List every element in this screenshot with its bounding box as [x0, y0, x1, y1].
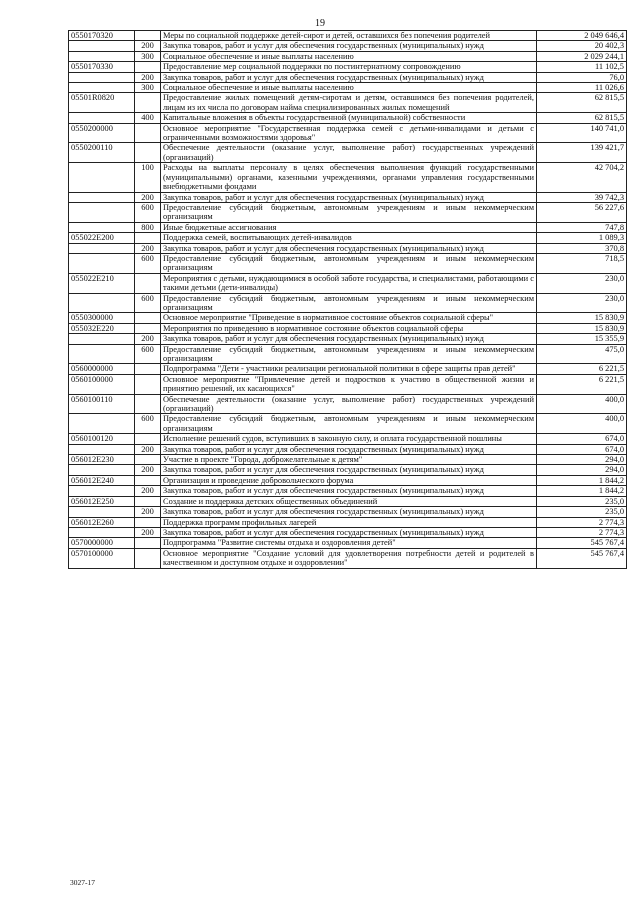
row-amount: 2 029 244,1 [537, 51, 627, 61]
row-expense-type [135, 273, 161, 293]
row-name: Обеспечение деятельности (оказание услуг, выполнение работ) государственных учреждений (организаций) [161, 143, 537, 163]
row-code: 0550200110 [69, 143, 135, 163]
row-code: 05501R0820 [69, 93, 135, 113]
table-row [69, 465, 627, 475]
row-expense-type [135, 475, 161, 485]
row-expense-type [135, 93, 161, 113]
row-amount: 15 830,9 [537, 313, 627, 323]
row-name: Закупка товаров, работ и услуг для обеспечения государственных (муниципальных) нужд [161, 527, 537, 537]
table-row [69, 394, 627, 414]
row-code: 0560100110 [69, 394, 135, 414]
row-expense-type: 200 [135, 243, 161, 253]
table-row [69, 51, 627, 61]
row-code [69, 72, 135, 82]
row-code: 0570100000 [69, 548, 135, 568]
row-name: Закупка товаров, работ и услуг для обеспечения государственных (муниципальных) нужд [161, 444, 537, 454]
row-amount: 2 049 646,4 [537, 31, 627, 41]
table-row [69, 334, 627, 344]
row-expense-type [135, 364, 161, 374]
table-row [69, 41, 627, 51]
row-expense-type: 200 [135, 192, 161, 202]
row-amount: 370,8 [537, 243, 627, 253]
table-row [69, 486, 627, 496]
row-code: 0550200000 [69, 123, 135, 143]
row-expense-type [135, 394, 161, 414]
row-code [69, 293, 135, 313]
row-amount: 674,0 [537, 434, 627, 444]
row-name: Закупка товаров, работ и услуг для обеспечения государственных (муниципальных) нужд [161, 243, 537, 253]
row-code [69, 41, 135, 51]
row-amount: 11 102,5 [537, 62, 627, 72]
row-amount: 235,0 [537, 496, 627, 506]
row-name: Закупка товаров, работ и услуг для обеспечения государственных (муниципальных) нужд [161, 72, 537, 82]
table-row [69, 123, 627, 143]
row-name: Иные бюджетные ассигнования [161, 222, 537, 232]
row-code [69, 344, 135, 364]
row-code: 0550170320 [69, 31, 135, 41]
row-code: 055032E220 [69, 323, 135, 333]
budget-table-body [69, 31, 627, 569]
row-amount: 1 844,2 [537, 475, 627, 485]
table-row [69, 243, 627, 253]
row-expense-type: 600 [135, 344, 161, 364]
row-name: Предоставление субсидий бюджетным, автономным учреждениям и иным некоммерческим организациям [161, 414, 537, 434]
row-amount: 140 741,0 [537, 123, 627, 143]
row-amount: 139 421,7 [537, 143, 627, 163]
table-row [69, 222, 627, 232]
row-name: Закупка товаров, работ и услуг для обеспечения государственных (муниципальных) нужд [161, 334, 537, 344]
table-row [69, 202, 627, 222]
row-expense-type [135, 62, 161, 72]
row-name: Основное мероприятие "Государственная поддержка семей с детьми-инвалидами и детьми с ограниченными возможностями здоровья" [161, 123, 537, 143]
row-code: 0560100120 [69, 434, 135, 444]
row-expense-type [135, 323, 161, 333]
row-amount: 674,0 [537, 444, 627, 454]
row-amount: 545 767,4 [537, 548, 627, 568]
table-row [69, 455, 627, 465]
row-amount: 475,0 [537, 344, 627, 364]
row-code [69, 465, 135, 475]
table-row [69, 527, 627, 537]
table-row [69, 72, 627, 82]
table-row [69, 31, 627, 41]
row-expense-type: 200 [135, 486, 161, 496]
row-code: 056012E250 [69, 496, 135, 506]
row-code: 056012E260 [69, 517, 135, 527]
row-amount: 235,0 [537, 507, 627, 517]
row-name: Закупка товаров, работ и услуг для обеспечения государственных (муниципальных) нужд [161, 465, 537, 475]
row-code: 0550300000 [69, 313, 135, 323]
row-amount: 42 704,2 [537, 163, 627, 192]
row-code [69, 253, 135, 273]
table-row [69, 273, 627, 293]
table-row [69, 143, 627, 163]
row-expense-type: 100 [135, 163, 161, 192]
row-expense-type [135, 496, 161, 506]
row-amount: 400,0 [537, 394, 627, 414]
row-expense-type: 200 [135, 507, 161, 517]
row-amount: 230,0 [537, 293, 627, 313]
row-expense-type [135, 31, 161, 41]
row-amount: 2 774,3 [537, 517, 627, 527]
row-name: Основное мероприятие "Приведение в нормативное состояние объектов социальной сферы" [161, 313, 537, 323]
row-expense-type: 200 [135, 465, 161, 475]
row-amount: 294,0 [537, 455, 627, 465]
row-expense-type: 300 [135, 51, 161, 61]
row-code [69, 202, 135, 222]
row-code [69, 113, 135, 123]
row-amount: 718,5 [537, 253, 627, 273]
row-amount: 15 355,9 [537, 334, 627, 344]
table-row [69, 113, 627, 123]
row-amount: 545 767,4 [537, 538, 627, 548]
table-row [69, 517, 627, 527]
row-expense-type: 800 [135, 222, 161, 232]
row-name: Предоставление субсидий бюджетным, автономным учреждениям и иным некоммерческим организациям [161, 344, 537, 364]
row-code [69, 507, 135, 517]
row-code: 0560100000 [69, 374, 135, 394]
row-code [69, 334, 135, 344]
table-row [69, 364, 627, 374]
row-amount: 11 026,6 [537, 83, 627, 93]
table-row [69, 83, 627, 93]
row-expense-type: 600 [135, 202, 161, 222]
document-footer-code: 3027-17 [70, 878, 95, 887]
table-row [69, 444, 627, 454]
row-name: Социальное обеспечение и иные выплаты населению [161, 83, 537, 93]
row-expense-type: 200 [135, 334, 161, 344]
row-name: Предоставление субсидий бюджетным, автономным учреждениям и иным некоммерческим организациям [161, 293, 537, 313]
row-amount: 230,0 [537, 273, 627, 293]
row-amount: 20 402,3 [537, 41, 627, 51]
row-name: Обеспечение деятельности (оказание услуг, выполнение работ) государственных учреждений (организаций) [161, 394, 537, 414]
row-amount: 39 742,3 [537, 192, 627, 202]
row-name: Подпрограмма "Дети - участники реализации региональной политики в сфере защиты прав детей" [161, 364, 537, 374]
row-name: Создание и поддержка детских общественных объединений [161, 496, 537, 506]
row-expense-type [135, 548, 161, 568]
row-name: Закупка товаров, работ и услуг для обеспечения государственных (муниципальных) нужд [161, 507, 537, 517]
row-expense-type [135, 374, 161, 394]
table-row [69, 293, 627, 313]
row-expense-type: 600 [135, 293, 161, 313]
row-code [69, 414, 135, 434]
row-expense-type [135, 233, 161, 243]
row-expense-type: 600 [135, 253, 161, 273]
budget-table [68, 30, 627, 569]
table-row [69, 496, 627, 506]
table-row [69, 538, 627, 548]
row-name: Подпрограмма "Развитие системы отдыха и оздоровления детей" [161, 538, 537, 548]
row-code [69, 527, 135, 537]
row-name: Основное мероприятие "Создание условий для удовлетворения потребности детей и родителей в качественном и доступном отдыхе и оздоровлении" [161, 548, 537, 568]
row-expense-type: 300 [135, 83, 161, 93]
table-row [69, 374, 627, 394]
table-row [69, 233, 627, 243]
row-name: Предоставление жилых помещений детям-сиротам и детям, оставшимся без попечения родителей, лицам из их числа по договорам найма специализированных жилых помещений [161, 93, 537, 113]
row-name: Организация и проведение добровольческого форума [161, 475, 537, 485]
table-row [69, 434, 627, 444]
row-name: Мероприятия по приведению в нормативное состояние объектов социальной сферы [161, 323, 537, 333]
row-code: 056012E230 [69, 455, 135, 465]
row-code: 0570000000 [69, 538, 135, 548]
row-name: Меры по социальной поддержке детей-сирот и детей, оставшихся без попечения родителей [161, 31, 537, 41]
row-code [69, 243, 135, 253]
row-name: Основное мероприятие "Привлечение детей и подростков к участию в общественной жизни и принятию решений, их касающихся" [161, 374, 537, 394]
row-expense-type [135, 313, 161, 323]
table-row [69, 344, 627, 364]
row-expense-type [135, 455, 161, 465]
table-row [69, 93, 627, 113]
row-code: 055022E200 [69, 233, 135, 243]
row-expense-type: 200 [135, 444, 161, 454]
row-expense-type: 600 [135, 414, 161, 434]
row-name: Поддержка программ профильных лагерей [161, 517, 537, 527]
row-expense-type [135, 123, 161, 143]
row-name: Поддержка семей, воспитывающих детей-инвалидов [161, 233, 537, 243]
row-name: Социальное обеспечение и иные выплаты населению [161, 51, 537, 61]
table-row [69, 253, 627, 273]
row-amount: 294,0 [537, 465, 627, 475]
row-name: Закупка товаров, работ и услуг для обеспечения государственных (муниципальных) нужд [161, 192, 537, 202]
row-code [69, 51, 135, 61]
row-name: Исполнение решений судов, вступивших в законную силу, и оплата государственной пошлины [161, 434, 537, 444]
row-code: 055022E210 [69, 273, 135, 293]
table-row [69, 507, 627, 517]
row-code: 0550170330 [69, 62, 135, 72]
row-amount: 62 815,5 [537, 93, 627, 113]
row-amount: 15 830,9 [537, 323, 627, 333]
row-name: Предоставление субсидий бюджетным, автономным учреждениям и иным некоммерческим организациям [161, 202, 537, 222]
table-row [69, 163, 627, 192]
table-row [69, 313, 627, 323]
row-name: Предоставление мер социальной поддержки по постинтернатному сопровождению [161, 62, 537, 72]
row-name: Закупка товаров, работ и услуг для обеспечения государственных (муниципальных) нужд [161, 486, 537, 496]
row-name: Участие в проекте "Города, доброжелательные к детям" [161, 455, 537, 465]
row-amount: 1 844,2 [537, 486, 627, 496]
row-expense-type: 200 [135, 41, 161, 51]
row-name: Предоставление субсидий бюджетным, автономным учреждениям и иным некоммерческим организациям [161, 253, 537, 273]
row-expense-type [135, 434, 161, 444]
row-name: Капитальные вложения в объекты государственной (муниципальной) собственности [161, 113, 537, 123]
table-row [69, 192, 627, 202]
row-code: 0560000000 [69, 364, 135, 374]
row-amount: 1 089,3 [537, 233, 627, 243]
row-code [69, 163, 135, 192]
row-name: Закупка товаров, работ и услуг для обеспечения государственных (муниципальных) нужд [161, 41, 537, 51]
row-expense-type [135, 143, 161, 163]
table-row [69, 548, 627, 568]
row-code [69, 486, 135, 496]
table-row [69, 475, 627, 485]
row-code [69, 222, 135, 232]
row-amount: 400,0 [537, 414, 627, 434]
row-amount: 6 221,5 [537, 364, 627, 374]
page-number: 19 [315, 18, 325, 29]
row-expense-type [135, 517, 161, 527]
row-amount: 62 815,5 [537, 113, 627, 123]
row-code [69, 83, 135, 93]
row-amount: 747,8 [537, 222, 627, 232]
row-code [69, 444, 135, 454]
row-amount: 76,0 [537, 72, 627, 82]
row-expense-type: 200 [135, 72, 161, 82]
table-row [69, 414, 627, 434]
table-row [69, 323, 627, 333]
row-name: Мероприятия с детьми, нуждающимися в особой заботе государства, и специалистами, работающими с такими детьми (дети-инвалиды) [161, 273, 537, 293]
row-code: 056012E240 [69, 475, 135, 485]
row-name: Расходы на выплаты персоналу в целях обеспечения выполнения функций государственными (муниципальными) органами, казенными учреждениями, органами управления государственными внебюджетными фондами [161, 163, 537, 192]
row-expense-type [135, 538, 161, 548]
row-amount: 56 227,6 [537, 202, 627, 222]
row-code [69, 192, 135, 202]
row-expense-type: 400 [135, 113, 161, 123]
row-amount: 6 221,5 [537, 374, 627, 394]
row-expense-type: 200 [135, 527, 161, 537]
row-amount: 2 774,3 [537, 527, 627, 537]
table-row [69, 62, 627, 72]
